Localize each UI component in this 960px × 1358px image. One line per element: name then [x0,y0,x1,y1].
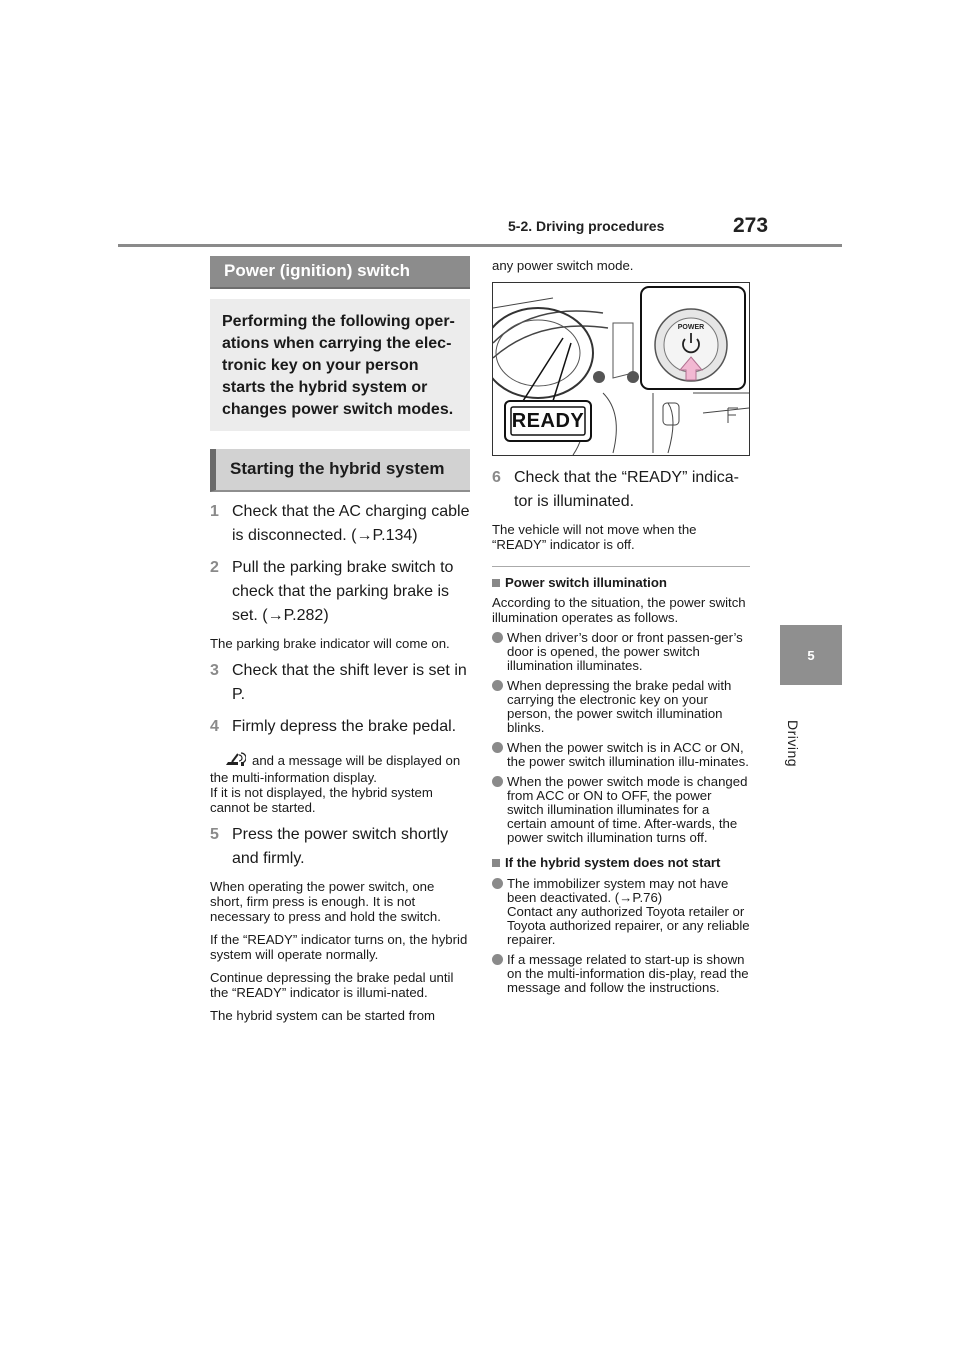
step-5 [210,823,470,871]
list-item-text: When the power switch is in ACC or ON, the power switch illumination illu-minates. [507,740,749,769]
section-title: 5-2. Driving procedures [508,218,665,234]
step-number: 3 [210,662,219,679]
ready-indicator-label: READY [511,409,585,432]
list-item [492,679,750,735]
step-text: Check that the AC charging cable is disconnected. (→P.134) [232,503,470,544]
step-text: Firmly depress the brake pedal. [232,718,457,735]
list-item [492,953,750,995]
step-5-note-4: The hybrid system can be started from [210,1008,436,1023]
step-3 [210,659,470,707]
step-text: Press the power switch shortly and firmly. [232,826,449,867]
page-number: 273 [733,214,769,237]
step-text: Pull the parking brake switch to check that the parking brake is set. (→P.282) [232,559,454,624]
power-switch-label: POWER [677,324,705,331]
circle-bullet-icon [492,776,503,787]
right-column [492,256,750,995]
list-item-text: When the power switch mode is changed from ACC or ON to OFF, the power switch illumination illuminates for a certain amount of time. After-wards, the power switch illumination turns off. [507,774,748,845]
illumination-title: Power switch illumination [505,575,667,590]
step-number: 5 [210,826,219,843]
list-item-text: When depressing the brake pedal with carrying the electronic key on your person, the power switch illumination blinks. [507,678,732,735]
list-item [492,877,750,947]
no-start-heading [492,855,750,871]
circle-bullet-icon [492,680,503,691]
step-number: 4 [210,718,219,735]
header-rule [118,244,842,247]
no-start-title: If the hybrid system does not start [505,855,721,870]
step-2-note: The parking brake indicator will come on. [210,636,450,651]
step-5-note-2: If the “READY” indicator turns on, the hybrid system will operate normally. [210,932,468,962]
power-switch-figure [492,282,750,456]
circle-bullet-icon [492,954,503,965]
continued-text: any power switch mode. [492,258,634,273]
step-4 [210,715,470,739]
step-text: Check that the shift lever is set in P. [232,662,467,703]
section-band-title: Power (ignition) switch [210,256,470,289]
circle-bullet-icon [492,742,503,753]
step-number: 1 [210,503,219,520]
list-item [492,741,750,769]
list-item [492,631,750,673]
step-1 [210,500,470,548]
section-intro: Performing the following oper-ations when carrying the elec-tronic key on your person starts the hybrid system or changes power switch modes. [210,299,470,431]
step-2 [210,556,470,628]
subsection-title: Starting the hybrid system [210,449,470,492]
brake-pedal-indicator-icon [224,751,246,770]
step-6 [492,466,750,514]
divider [492,566,750,567]
step-5-note-1: When operating the power switch, one short, firm press is enough. It is not necessary to press and hold the switch. [210,879,441,924]
circle-bullet-icon [492,878,503,889]
illumination-heading [492,575,750,591]
step-4-note-2: If it is not displayed, the hybrid system cannot be started. [210,785,433,815]
step-4-note [210,751,470,785]
left-column [210,256,470,1023]
step-4-note-text: and a message will be displayed on the multi-information display. [210,753,461,785]
step-number: 2 [210,559,219,576]
circle-bullet-icon [492,632,503,643]
chapter-label: Driving [785,720,801,768]
step-5-note-3: Continue depressing the brake pedal until the “READY” indicator is illumi-nated. [210,970,454,1000]
list-item-text: The immobilizer system may not have been deactivated. (→P.76) Contact any authorized Toyota retailer or Toyota authorized repairer, or any reliable repairer. [507,876,750,947]
illumination-intro: According to the situation, the power switch illumination operates as follows. [492,595,746,625]
chapter-tab[interactable]: 5 [780,625,842,685]
step-text: Check that the “READY” indica-tor is illuminated. [514,469,739,510]
list-item [492,775,750,845]
step-6-note: The vehicle will not move when the “READY” indicator is off. [492,522,697,552]
square-bullet-icon [492,859,500,867]
step-number: 6 [492,469,501,486]
list-item-text: If a message related to start-up is shown on the multi-information dis-play, read the message and follow the instructions. [507,952,749,995]
list-item-text: When driver’s door or front passen-ger’s door is opened, the power switch illumination illuminates. [507,630,743,673]
square-bullet-icon [492,579,500,587]
